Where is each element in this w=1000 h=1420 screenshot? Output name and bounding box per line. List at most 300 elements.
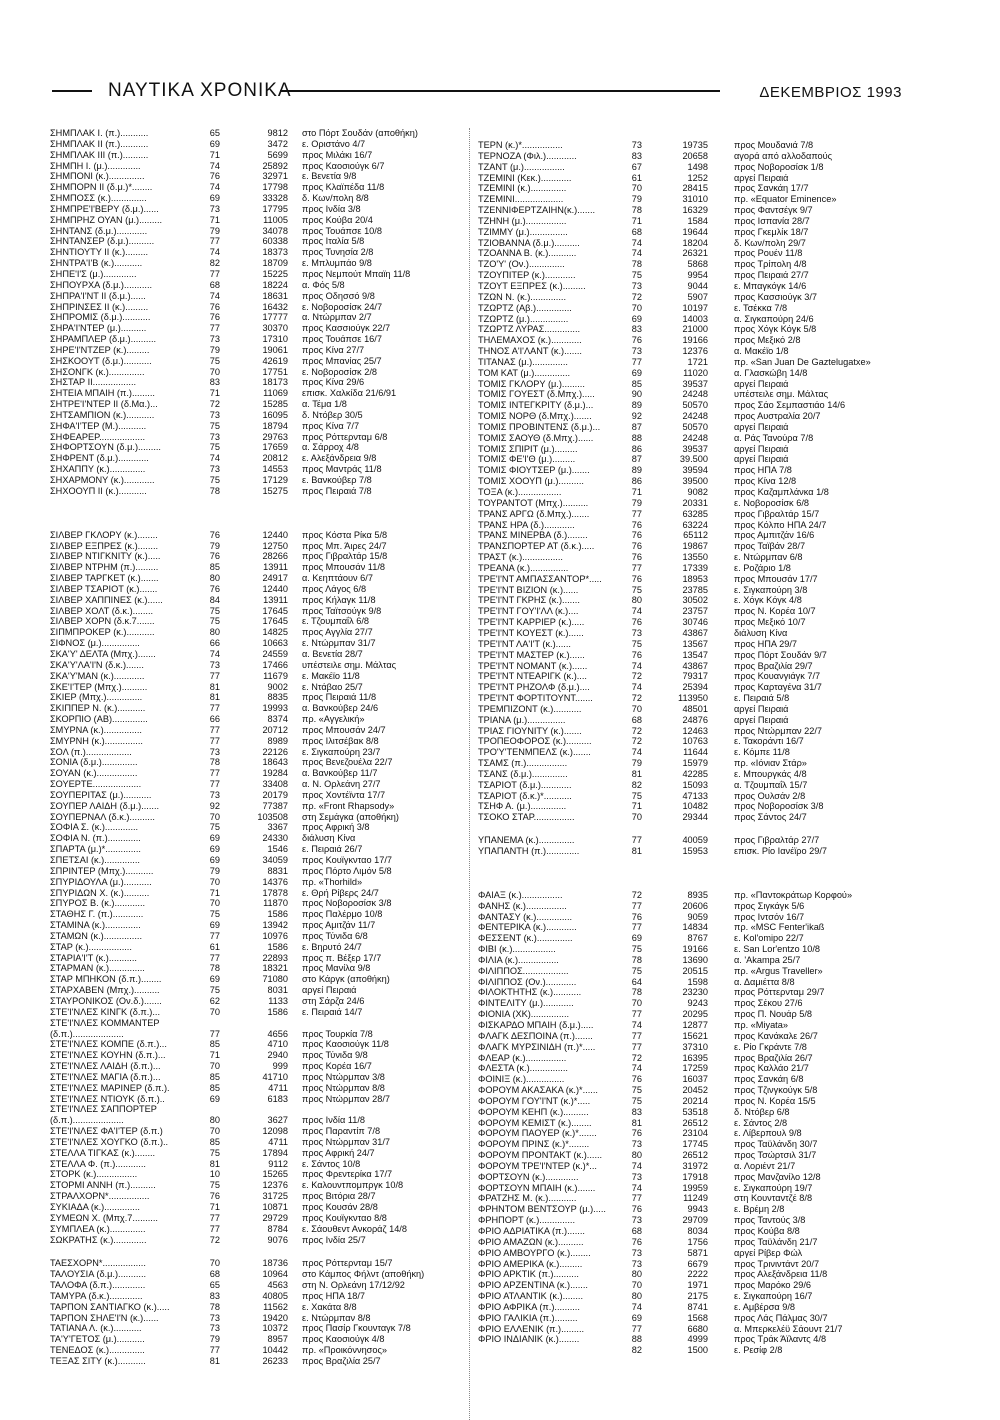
ship-row xyxy=(50,139,450,150)
destination: υπέστειλε σημ. Μάλτας xyxy=(302,659,397,670)
ship-row xyxy=(472,1313,942,1324)
destination: ε. Καλουντπομπργκ 10/8 xyxy=(302,1180,404,1191)
ship-name: ΣΗΤΣΑΜΠΙΟΝ (κ.)........... xyxy=(50,409,155,420)
ship-row xyxy=(50,323,450,334)
tonnage: 24917 xyxy=(262,573,288,584)
tonnage: 9812 xyxy=(267,128,288,138)
ship-name: ΣΟΝΙΑ (δ.μ.).............. xyxy=(50,757,138,768)
destination: ε. Βηρυτό 24/7 xyxy=(302,941,362,952)
ship-name: ΤΖΕΝΝΙΦΕΡΤΖΑΙΗΝ(κ.)....... xyxy=(478,205,596,216)
ship-name: ΤΟΜΙΣ ΓΚΛΟΡΥ (μ.)......... xyxy=(478,378,585,389)
ship-name: ΣΚΕ'Ι'ΤΕΡ (Μπχ.).......... xyxy=(50,681,148,692)
ship-row xyxy=(50,1104,450,1115)
ship-name: ΣΟΦΙΑ Σ. (κ.)............. xyxy=(50,822,139,833)
build-year: 71 xyxy=(209,388,220,399)
build-year: 80 xyxy=(631,1150,642,1161)
build-year: 76 xyxy=(631,911,642,922)
destination: επισκ. Χαλκίδα 21/6/91 xyxy=(302,388,397,399)
tonnage: 17751 xyxy=(262,366,288,377)
ship-name: (δ.π.).................... xyxy=(50,1028,124,1039)
tonnage: 18794 xyxy=(262,420,288,431)
ship-name: ΣΤΕ'Ι'ΝΛΕΣ ΚΟΥΗΝ (δ.π.)... xyxy=(50,1050,166,1061)
ship-name: ΣΤΕΛΛΑ ΤΙΓΚΑΣ (κ.)........ xyxy=(50,1147,156,1158)
build-year: 70 xyxy=(209,1061,220,1072)
tonnage: 17798 xyxy=(262,182,288,193)
ship-row xyxy=(472,368,942,379)
ship-row xyxy=(50,1323,450,1334)
destination: προς Νοβοροσίσκ 3/8 xyxy=(302,898,392,909)
destination: ε. Ντώρμπαν 31/7 xyxy=(302,638,376,649)
build-year: 74 xyxy=(631,1301,642,1312)
ship-row xyxy=(472,595,942,606)
ship-row xyxy=(472,389,942,400)
tonnage: 1598 xyxy=(687,976,708,987)
tonnage: 24559 xyxy=(262,648,288,659)
ship-row xyxy=(472,901,942,912)
ship-name: ΤΡΕ'Ι'ΝΤ ΝΟΜΑΝΤ (κ.)...... xyxy=(478,660,588,671)
build-year: 86 xyxy=(631,476,642,487)
destination: δ. Ντόβερ 6/8 xyxy=(734,1106,790,1117)
destination: α. Ν. Ορλεάνη 27/7 xyxy=(302,779,381,790)
tonnage: 12098 xyxy=(262,1126,288,1137)
destination: προς Αφρική 24/7 xyxy=(302,1147,375,1158)
ship-row xyxy=(472,1280,942,1291)
ship-row xyxy=(472,650,942,661)
tonnage: 5871 xyxy=(687,1247,708,1258)
ship-row xyxy=(50,1345,450,1356)
ship-name: ΣΚΑ'Υ'ΛΑ'Ι'Ν (δ.κ.)....... xyxy=(50,659,144,670)
build-year: 74 xyxy=(631,606,642,617)
ship-row xyxy=(50,790,450,801)
ship-row xyxy=(472,574,942,585)
build-year: 77 xyxy=(631,1323,642,1334)
ship-name: ΣΤΕ'Ι'ΝΛΕΣ ΛΑΙΔΗ (δ.π.)... xyxy=(50,1061,161,1072)
ship-name: ΣΠΥΡΟΣ Β. (κ.)............ xyxy=(50,898,146,909)
ship-name: ΤΖΟΑΝΝΑ Β. (κ.)........... xyxy=(478,248,577,259)
tonnage: 11069 xyxy=(263,388,288,399)
tonnage: 17918 xyxy=(682,1171,708,1182)
ship-name: ΣΗΜΠΟΣΣ (κ.).............. xyxy=(50,193,147,204)
ship-row xyxy=(472,966,942,977)
build-year: 75 xyxy=(209,616,220,627)
destination: ε. Σάντος 2/8 xyxy=(734,1117,788,1128)
ship-row xyxy=(472,769,942,780)
ship-name: ΤΟΜΙΣ ΣΑΟΥΘ (δ.Μπχ.)...... xyxy=(478,432,594,443)
destination: προς Νοβοροσίσκ 3/8 xyxy=(734,801,824,812)
ship-row xyxy=(50,682,450,693)
destination: α. Τζουμπαΐλ 15/7 xyxy=(734,779,808,790)
build-year: 71 xyxy=(209,887,220,898)
tonnage: 19959 xyxy=(682,1182,708,1193)
ship-row xyxy=(472,324,942,335)
build-year: 69 xyxy=(209,833,220,844)
ship-name: ΦΟΡΟΥΜ ΤΡΕ'Ι'ΝΤΕΡ (κ.)*... xyxy=(478,1160,597,1171)
build-year: 74 xyxy=(631,682,642,693)
tonnage: 15265 xyxy=(262,1169,288,1180)
ship-name: ΦΙΛΙΠΠΟΣ (Ον.)............ xyxy=(478,976,577,987)
tonnage: 999 xyxy=(272,1061,288,1072)
build-year: 72 xyxy=(631,693,642,704)
tonnage: 29344 xyxy=(682,812,708,823)
tonnage: 17745 xyxy=(682,1139,708,1150)
ship-name: ΣΙΛΒΕΡ ΤΑΡΓΚΕΤ (κ.)....... xyxy=(50,573,159,584)
destination: α. Δαμιέττα 8/8 xyxy=(734,976,795,987)
destination: ε. Οριστάνο 4/7 xyxy=(302,138,366,149)
build-year: 76 xyxy=(209,583,220,594)
build-year: 81 xyxy=(631,1117,642,1128)
ship-row xyxy=(472,1139,942,1150)
ship-row xyxy=(50,606,450,617)
ship-name: ΤΟΜ ΚΑΤ (μ.).............. xyxy=(478,367,571,378)
tonnage: 26512 xyxy=(682,1150,708,1161)
ship-name: ΤΟΜΙΣ ΝΟΡΘ (δ.Μπχ.)....... xyxy=(478,411,592,422)
ship-row xyxy=(472,1042,942,1053)
ship-name: ΤΟΜΙΣ ΦΕ'Ι'Θ (μ.)......... xyxy=(478,454,576,465)
build-year: 78 xyxy=(209,963,220,974)
ship-name: ΣΥΜΕΩΝ Χ. (Μπχ.7.......... xyxy=(50,1212,158,1223)
ship-name: ΤΟΞΑ (κ.)................. xyxy=(478,487,562,497)
ship-name: ΤΟΜΙΣ ΧΟΟΥΠ (μ.).......... xyxy=(478,476,584,487)
tonnage: 20295 xyxy=(682,1009,708,1020)
ship-row xyxy=(472,303,942,314)
ship-name: ΦΙΛΙΠΠΟΣ.................. xyxy=(478,965,569,976)
ship-name: ΤΖΙΜΜΥ (μ.)............... xyxy=(478,226,568,237)
section-gap xyxy=(50,497,450,530)
destination: ε. Πειραιά 14/7 xyxy=(302,1006,363,1017)
ship-row xyxy=(50,866,450,877)
build-year: 75 xyxy=(209,985,220,996)
ship-row xyxy=(472,379,942,390)
ship-name: ΦΡΙΟ ΑΡΖΕΝΤΙΝΑ (κ.)....... xyxy=(478,1280,588,1291)
build-year: 85 xyxy=(209,1039,220,1050)
build-year: 76 xyxy=(631,552,642,563)
ship-name: ΣΤΕ'Ι'ΝΛΕΣ ΚΙΝΓΚ (δ.π.)... xyxy=(50,1006,161,1017)
ship-row xyxy=(472,314,942,325)
destination: προς Φρεντερίκα 17/7 xyxy=(302,1169,393,1180)
ship-name: ΦΑΝΤΑΣΥ (κ.).............. xyxy=(478,911,573,922)
tonnage: 6680 xyxy=(687,1323,708,1334)
ship-row xyxy=(472,205,942,216)
tonnage: 39537 xyxy=(682,378,708,389)
ship-name: ΣΤΕ'Ι'ΝΛΕΣ ΚΟΜΠΕ (δ.π.)... xyxy=(50,1039,167,1050)
ship-name: ΦΙΟΝΙΑ (ΧΚ)............... xyxy=(478,1009,570,1020)
build-year: 74 xyxy=(631,248,642,259)
build-year: 73 xyxy=(209,464,220,475)
ship-name: ΣΗΦΕΑΡΕΡ.................. xyxy=(50,431,146,442)
section-gap xyxy=(50,1245,450,1258)
ship-row xyxy=(50,671,450,682)
ship-name: ΣΗΤΡΕ'Ι'ΝΤΕΡ ΙΙ (δ.Μα.)... xyxy=(50,399,158,410)
destination: α. Μακέϊο 1/8 xyxy=(734,346,789,357)
ship-name: ΣΚΙΕΡ (Μπχ.).............. xyxy=(50,692,143,703)
build-year: 72 xyxy=(209,1234,220,1245)
destination: προς Ινδία 3/8 xyxy=(302,203,361,214)
build-year: 83 xyxy=(631,1106,642,1117)
build-year: 69 xyxy=(209,920,220,931)
ship-row xyxy=(472,1248,942,1259)
tonnage: 4999 xyxy=(687,1334,708,1345)
destination: αργεί Ρίβερ Φώλ xyxy=(734,1247,803,1258)
build-year: 67 xyxy=(631,161,642,172)
tonnage: 22893 xyxy=(262,952,288,963)
destination: ε. Τζουμπαΐλ 6/8 xyxy=(302,616,369,627)
ship-name: ΤΑΡΠΟΝ ΣΑΝΤΙΑΓΚΟ (κ.)..... xyxy=(50,1301,170,1312)
ship-row xyxy=(50,1018,450,1029)
build-year: 74 xyxy=(631,1160,642,1171)
build-year: 75 xyxy=(631,944,642,955)
build-year: 77 xyxy=(631,922,642,933)
ship-row xyxy=(50,302,450,313)
destination: στη Ν. Ορλεάνη 17/12/92 xyxy=(302,1280,405,1291)
ship-name: ΦΑΝΗΣ (κ.)................ xyxy=(478,900,567,911)
tonnage: 30746 xyxy=(682,617,708,628)
ship-name: ΦΡΙΟ ΑΜΑΖΩΝ (κ.).......... xyxy=(478,1236,584,1247)
build-year: 82 xyxy=(631,779,642,790)
destination: προς Σανκάη 17/7 xyxy=(734,183,809,194)
build-year: 66 xyxy=(209,638,220,649)
ship-name: ΤΑΤΙΑΝΑ Λ. (κ.)........... xyxy=(50,1323,142,1334)
destination: προς Κουϊγκνταο 8/8 xyxy=(302,1212,387,1223)
tonnage: 15953 xyxy=(682,846,708,856)
tonnage: 17129 xyxy=(262,475,288,485)
ship-row xyxy=(472,812,942,823)
ship-name: ΣΚΑ'Υ'ΜΑΝ (κ.)............ xyxy=(50,670,145,681)
ship-row xyxy=(50,551,450,562)
build-year: 74 xyxy=(209,290,220,301)
tonnage: 5868 xyxy=(687,259,708,270)
ship-name: ΤΡΑΝΣ ΑΡΓΩ (δ.Μπχ.)....... xyxy=(478,508,590,519)
ship-name: ΦΑΙΑΞ (κ.)................ xyxy=(478,889,563,900)
build-year: 68 xyxy=(631,226,642,237)
build-year: 70 xyxy=(631,183,642,194)
ship-name: ΤΟΜΙΣ ΦΙΟΥΤΣΕΡ (μ.)....... xyxy=(478,465,590,476)
ship-row xyxy=(50,171,450,182)
tonnage: 17466 xyxy=(262,659,288,670)
tonnage: 19993 xyxy=(262,703,288,714)
destination: ε. Μπλυμπάο 9/8 xyxy=(302,258,372,269)
ship-row xyxy=(50,638,450,649)
ship-name: ΦΙΛΟΚΤΗΤΗΣ (κ.)........... xyxy=(478,987,582,998)
destination: α. Μπερκελέϋ Σάουντ 21/7 xyxy=(734,1323,843,1334)
ship-name: ΤΖΑΝΤ (μ.)................ xyxy=(478,161,565,172)
destination: προς Καρταγένα 31/7 xyxy=(734,682,822,693)
destination: προς Ταϊτσούγκ 9/8 xyxy=(302,605,382,616)
tonnage: 10482 xyxy=(682,801,708,812)
build-year: 75 xyxy=(209,822,220,833)
destination: ε. Σάουθεντ Ανκοράζ 14/8 xyxy=(302,1223,407,1234)
build-year: 77 xyxy=(209,236,220,247)
destination: α. Ντώρμπαν 2/7 xyxy=(302,312,372,323)
ship-row xyxy=(472,791,942,802)
destination: προς Σάο Σεμπαστιάο 14/6 xyxy=(734,400,846,411)
tonnage: 18631 xyxy=(262,290,288,301)
tonnage: 24248 xyxy=(682,389,708,400)
ship-row xyxy=(472,476,942,487)
destination: α. Βανκούβερ 11/7 xyxy=(302,768,378,779)
ship-row xyxy=(50,801,450,812)
magazine-title: ΝΑΥΤΙΚΑ ΧΡΟΝΙΚΑ xyxy=(108,80,292,101)
destination: προς Χόγκ Κόγκ 5/8 xyxy=(734,324,817,335)
build-year: 77 xyxy=(209,268,220,279)
tonnage: 18373 xyxy=(262,247,288,258)
build-year: 77 xyxy=(209,952,220,963)
tonnage: 30370 xyxy=(262,323,288,334)
ship-row xyxy=(50,812,450,823)
destination: προς Ντώρμπαν 8/8 xyxy=(302,1082,385,1093)
ship-name: ΣΠΕΤΣΑΙ (κ.).............. xyxy=(50,855,140,865)
destination: προς Ιταλία 5/8 xyxy=(302,236,365,247)
ship-row xyxy=(50,573,450,584)
ship-row xyxy=(50,714,450,725)
build-year: 77 xyxy=(209,1212,220,1223)
destination: προς Χοντέϊντα 17/7 xyxy=(302,789,386,800)
destination: προς Σιγκάγκ 5/6 xyxy=(734,900,805,911)
ship-name: ΣΗΡΕ'Ι'ΝΤΖΕΡ (κ.)......... xyxy=(50,344,150,355)
tonnage: 18224 xyxy=(262,279,288,290)
tonnage: 9954 xyxy=(687,270,708,281)
tonnage: 12376 xyxy=(682,346,708,357)
build-year: 77 xyxy=(209,779,220,790)
destination: αργεί Πειραιά xyxy=(734,378,789,389)
build-year: 78 xyxy=(631,954,642,965)
ship-row xyxy=(472,617,942,628)
tonnage: 8784 xyxy=(267,1223,288,1234)
tonnage: 113950 xyxy=(678,693,708,704)
tonnage: 33408 xyxy=(262,779,288,790)
build-year: 80 xyxy=(209,1115,220,1126)
build-year: 69 xyxy=(209,1093,220,1104)
ship-name: ΦΡΙΟ ΙΝΔΙΑΝΙΚ (κ.)........ xyxy=(478,1334,580,1345)
ship-name: ΤΡΕ'Ι'ΝΤ ΑΜΠΑΣΣΑΝΤΟΡ*..... xyxy=(478,573,602,584)
ship-row xyxy=(472,173,942,184)
destination: προς Κούβα 20/4 xyxy=(302,214,373,225)
destination: δ. Κων/πολη 8/8 xyxy=(302,193,369,204)
tonnage: 11562 xyxy=(263,1301,288,1312)
build-year: 86 xyxy=(631,443,642,454)
destination: προς Τουρκία 7/8 xyxy=(302,1028,373,1039)
ship-row xyxy=(50,909,450,920)
ship-name: ΤΖΕΜΙΝΙ (κ.).............. xyxy=(478,183,567,194)
ship-section xyxy=(472,835,942,857)
ship-row xyxy=(50,1126,450,1137)
ship-row xyxy=(50,1291,450,1302)
ship-name: ΤΖΩΡΤΖ (μ.)............... xyxy=(478,313,569,324)
destination: προς Μουδανιά 7/8 xyxy=(734,140,814,150)
ship-row xyxy=(472,1053,942,1064)
ship-row xyxy=(50,562,450,573)
destination: στη Σάρζα 24/6 xyxy=(302,995,365,1006)
ship-name: ΤΣΑΡΙΟΤ (δ.κ.)*........... xyxy=(478,790,572,801)
build-year: 90 xyxy=(631,389,642,400)
ship-name: ΣΤΑΡΙΑ'Ι'Τ (κ.)........... xyxy=(50,952,137,963)
build-year: 80 xyxy=(631,1269,642,1280)
ship-row xyxy=(50,779,450,790)
ship-row xyxy=(50,1180,450,1191)
destination: προς Γιβραλτάρ 15/8 xyxy=(302,551,388,562)
ship-name: ΤΖΩΝ Ν. (κ.).............. xyxy=(478,291,567,302)
destination: επισκ. Ρίο Ιανέϊρο 29/7 xyxy=(734,846,828,856)
destination: ε. Τακοράντι 16/7 xyxy=(734,736,804,747)
destination: προς Τύνιδα 6/8 xyxy=(302,930,368,941)
build-year: 74 xyxy=(631,747,642,758)
ship-name: ΤΟΥΡΑΝΤΟΤ (Μπχ.).......... xyxy=(478,497,589,508)
destination: ε. Χακάτα 8/8 xyxy=(302,1301,357,1312)
ship-name: ΣΗΜΠΗ Ι. (μ.)............. xyxy=(50,160,141,171)
build-year: 81 xyxy=(631,846,642,856)
build-year: 83 xyxy=(631,324,642,335)
ship-row xyxy=(472,912,942,923)
build-year: 69 xyxy=(209,844,220,855)
build-year: 77 xyxy=(209,1345,220,1356)
tonnage: 16037 xyxy=(682,1074,708,1085)
destination: προς Πασίρ Γκουνταγκ 7/8 xyxy=(302,1323,411,1334)
build-year: 73 xyxy=(631,346,642,357)
tonnage: 9002 xyxy=(267,681,288,692)
destination: αργεί Πειραιά xyxy=(302,985,357,996)
destination: αργεί Πειραιά xyxy=(734,703,789,714)
destination: ε. Πειραιά 26/7 xyxy=(302,844,363,855)
ship-row xyxy=(472,998,942,1009)
destination: ε. Μακέϊο 11/8 xyxy=(302,670,360,681)
tonnage: 39.500 xyxy=(679,454,708,465)
ship-name: ΣΤΟΡΚ (κ.)................ xyxy=(50,1169,138,1180)
ship-row xyxy=(472,955,942,966)
build-year: 77 xyxy=(631,1009,642,1020)
tonnage: 1756 xyxy=(687,1236,708,1247)
tonnage: 19061 xyxy=(262,344,288,355)
tonnage: 17310 xyxy=(262,334,288,345)
ship-row xyxy=(472,509,942,520)
tonnage: 31010 xyxy=(682,194,708,205)
ship-name: ΦΡΑΤΖΗΣ Μ. (κ.)........... xyxy=(478,1193,577,1204)
tonnage: 4563 xyxy=(267,1280,288,1291)
ship-name: ΤΕΞΑΣ ΣΙΤΥ (κ.)........... xyxy=(50,1355,146,1366)
ship-name: ΦΟΡΟΥΜ ΚΕΜΙΣΤ (κ.)........ xyxy=(478,1117,592,1128)
ship-row xyxy=(472,227,942,238)
destination: ε. Ντώρμπαν 8/8 xyxy=(302,1312,371,1323)
build-year: 71 xyxy=(209,1050,220,1061)
destination: προς Βιτόρια 28/7 xyxy=(302,1191,376,1202)
destination: α. 'Akampa 25/7 xyxy=(734,954,801,965)
ship-row xyxy=(50,757,450,768)
ship-name: ΦΙΣΚΑΡΔΟ ΜΠΑΙΗ (δ.μ.)..... xyxy=(478,1019,594,1030)
destination: προς Τύνιδα 9/8 xyxy=(302,1050,368,1061)
destination: πρ. «Προικόννησος» xyxy=(302,1345,387,1356)
build-year: 79 xyxy=(209,344,220,355)
build-year: 77 xyxy=(631,562,642,573)
tonnage: 1584 xyxy=(687,215,708,226)
destination: πρ. «San Juan De Gaztelugatxe» xyxy=(734,356,871,367)
build-year: 69 xyxy=(209,138,220,149)
ship-name: ΣΟΥΠΕΡΙΤΑΣ (μ.)........... xyxy=(50,789,152,800)
destination: προς Πειραιά 7/8 xyxy=(302,485,372,496)
destination: ε. Βρέμη 2/8 xyxy=(734,1204,785,1215)
destination: αργεί Πειραιά xyxy=(734,443,789,454)
ship-name: ΤΡΙΑΝΑ (μ.)............... xyxy=(478,714,566,725)
ship-row xyxy=(50,768,450,779)
ship-row xyxy=(50,334,450,345)
ship-name: ΤΡΕ'Ι'ΝΤ ΚΑΡΡΙΕΡ (κ.)..... xyxy=(478,617,585,628)
ship-name: ΣΠΥΡΙΔΟΥΛΑ (μ.)........... xyxy=(50,876,152,887)
build-year: 70 xyxy=(631,812,642,823)
destination: ε. Ροζάριο 1/8 xyxy=(734,562,791,573)
ship-name: ΣΟΥΑΝ (κ.)................ xyxy=(50,768,138,779)
ship-name: ΣΤΕΛΛΑ Φ. (π.)............ xyxy=(50,1158,146,1169)
tonnage: 17777 xyxy=(262,312,288,323)
ship-row xyxy=(50,822,450,833)
ship-row xyxy=(50,442,450,453)
build-year: 76 xyxy=(631,1128,642,1139)
